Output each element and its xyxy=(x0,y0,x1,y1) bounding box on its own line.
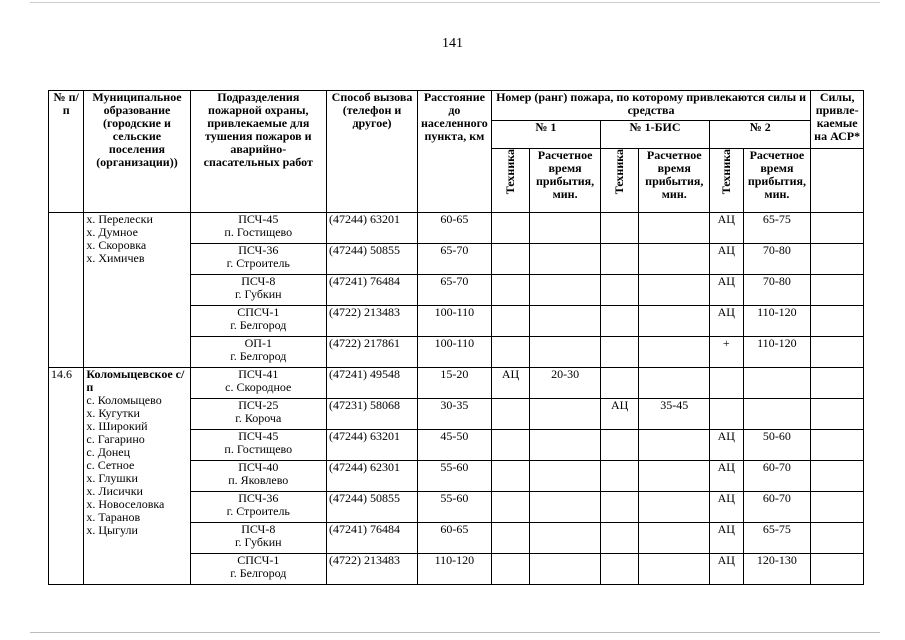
unit-name: ПСЧ-36 xyxy=(238,243,279,257)
municipality-cell xyxy=(84,368,190,585)
unit-name: ПСЧ-8 xyxy=(241,522,276,536)
settlement-name: х. Лисички xyxy=(86,484,143,498)
row-number xyxy=(49,213,84,368)
eta-rank2-cell: 60-70 xyxy=(743,461,811,492)
tech-rank1bis-cell xyxy=(600,523,638,554)
phone-cell: (47241) 49548 xyxy=(327,368,418,399)
distance-cell: 65-70 xyxy=(418,244,492,275)
eta-rank2-cell: 70-80 xyxy=(743,244,811,275)
unit-cell xyxy=(190,306,326,337)
phone-cell: (47244) 50855 xyxy=(327,492,418,523)
distance-cell: 15-20 xyxy=(418,368,492,399)
unit-name: ПСЧ-45 xyxy=(238,212,279,226)
asr-cell xyxy=(811,368,864,399)
unit-cell xyxy=(190,275,326,306)
header-rank-2: № 2 xyxy=(710,121,811,149)
unit-cell xyxy=(190,244,326,275)
eta-rank1-cell xyxy=(530,306,601,337)
eta-rank1bis-cell xyxy=(639,430,710,461)
unit-cell xyxy=(190,492,326,523)
tech-rank2-cell: АЦ xyxy=(710,306,743,337)
unit-cell xyxy=(190,430,326,461)
eta-rank2-cell: 50-60 xyxy=(743,430,811,461)
unit-cell xyxy=(190,213,326,244)
settlement-name: с. Сетное xyxy=(86,458,135,472)
unit-name: ПСЧ-45 xyxy=(238,429,279,443)
phone-cell: (47244) 62301 xyxy=(327,461,418,492)
header-tech-2: Техника xyxy=(710,149,743,213)
eta-rank2-cell: 60-70 xyxy=(743,492,811,523)
distance-cell: 100-110 xyxy=(418,306,492,337)
tech-rank1-cell xyxy=(491,213,529,244)
eta-rank1bis-cell xyxy=(639,368,710,399)
unit-location: п. Гостищево xyxy=(224,225,293,239)
tech-rank2-cell: АЦ xyxy=(710,492,743,523)
unit-name: ПСЧ-36 xyxy=(238,491,279,505)
table-row xyxy=(49,213,864,244)
unit-location: п. Яковлево xyxy=(228,473,289,487)
tech-rank1bis-cell xyxy=(600,213,638,244)
unit-cell xyxy=(190,461,326,492)
eta-rank1bis-cell xyxy=(639,554,710,585)
header-asr: Силы, привле-каемые на АСР* xyxy=(811,91,864,149)
eta-rank1-cell xyxy=(530,554,601,585)
eta-rank1-cell xyxy=(530,275,601,306)
unit-location: с. Скородное xyxy=(225,380,292,394)
tech-rank1-cell xyxy=(491,461,529,492)
asr-cell xyxy=(811,213,864,244)
header-eta-1: Расчетное время прибытия, мин. xyxy=(530,149,601,213)
header-tech-1bis: Техника xyxy=(600,149,638,213)
unit-name: ПСЧ-41 xyxy=(238,367,279,381)
distance-cell: 45-50 xyxy=(418,430,492,461)
asr-cell xyxy=(811,461,864,492)
unit-location: г. Губкин xyxy=(234,535,282,549)
asr-cell xyxy=(811,430,864,461)
eta-rank1-cell xyxy=(530,461,601,492)
unit-name: ПСЧ-25 xyxy=(238,398,279,412)
tech-rank1-cell xyxy=(491,430,529,461)
phone-cell: (4722) 213483 xyxy=(327,554,418,585)
tech-rank1-cell xyxy=(491,523,529,554)
unit-location: г. Белгород xyxy=(230,318,287,332)
eta-rank1bis-cell xyxy=(639,213,710,244)
asr-cell xyxy=(811,306,864,337)
eta-rank1-cell xyxy=(530,430,601,461)
municipality-cell xyxy=(84,213,190,368)
settlement-name: х. Химичев xyxy=(86,251,145,265)
municipality-title: Коломыцевское с/п xyxy=(86,367,185,394)
eta-rank2-cell: 110-120 xyxy=(743,306,811,337)
eta-rank1bis-cell: 35-45 xyxy=(639,399,710,430)
settlement-name: х. Широкий xyxy=(86,419,148,433)
tech-rank1bis-cell xyxy=(600,306,638,337)
eta-rank1-cell xyxy=(530,399,601,430)
table-row xyxy=(49,368,864,399)
tech-rank2-cell: АЦ xyxy=(710,244,743,275)
unit-name: СПСЧ-1 xyxy=(237,305,280,319)
asr-cell xyxy=(811,492,864,523)
settlement-name: х. Глушки xyxy=(86,471,138,485)
unit-location: г. Строитель xyxy=(226,256,290,270)
tech-rank2-cell xyxy=(710,368,743,399)
eta-rank1bis-cell xyxy=(639,244,710,275)
distance-cell: 100-110 xyxy=(418,337,492,368)
tech-rank1bis-cell xyxy=(600,368,638,399)
header-municipality: Муниципальное образование (городские и сельские поселения (организации)) xyxy=(84,91,190,213)
tech-rank1-cell xyxy=(491,337,529,368)
eta-rank2-cell xyxy=(743,399,811,430)
bottom-edge-line xyxy=(30,632,880,633)
tech-rank2-cell: АЦ xyxy=(710,430,743,461)
settlement-name: х. Думное xyxy=(86,225,138,239)
distance-cell: 55-60 xyxy=(418,461,492,492)
tech-rank2-cell: АЦ xyxy=(710,461,743,492)
asr-cell xyxy=(811,554,864,585)
header-rank-1bis: № 1-БИС xyxy=(600,121,709,149)
settlement-name: х. Скоровка xyxy=(86,238,147,252)
header-fire-rank: Номер (ранг) пожара, по которому привлекаются силы и средства xyxy=(491,91,811,121)
eta-rank1bis-cell xyxy=(639,492,710,523)
eta-rank2-cell xyxy=(743,368,811,399)
phone-cell: (47231) 58068 xyxy=(327,399,418,430)
unit-cell xyxy=(190,399,326,430)
tech-rank1-cell xyxy=(491,554,529,585)
row-number: 14.6 xyxy=(49,368,84,585)
eta-rank2-cell: 110-120 xyxy=(743,337,811,368)
eta-rank1-cell xyxy=(530,244,601,275)
asr-cell xyxy=(811,523,864,554)
tech-rank1bis-cell xyxy=(600,492,638,523)
eta-rank2-cell: 70-80 xyxy=(743,275,811,306)
tech-rank2-cell: АЦ xyxy=(710,275,743,306)
eta-rank1-cell xyxy=(530,523,601,554)
header-tech-1: Техника xyxy=(491,149,529,213)
phone-cell: (47244) 63201 xyxy=(327,213,418,244)
eta-rank1-cell xyxy=(530,213,601,244)
distance-cell: 30-35 xyxy=(418,399,492,430)
tech-rank1bis-cell: АЦ xyxy=(600,399,638,430)
unit-name: ПСЧ-40 xyxy=(238,460,279,474)
eta-rank2-cell: 65-75 xyxy=(743,523,811,554)
asr-cell xyxy=(811,337,864,368)
unit-name: ПСЧ-8 xyxy=(241,274,276,288)
settlement-name: х. Цыгули xyxy=(86,523,138,537)
unit-location: г. Короча xyxy=(235,411,282,425)
settlement-name: х. Новоселовка xyxy=(86,497,165,511)
tech-rank2-cell: АЦ xyxy=(710,523,743,554)
tech-rank1-cell xyxy=(491,399,529,430)
settlement-name: с. Коломыцево xyxy=(86,393,162,407)
unit-location: п. Гостищево xyxy=(224,442,293,456)
settlement-name: с. Донец xyxy=(86,445,131,459)
header-rank-1: № 1 xyxy=(491,121,600,149)
header-asr-empty xyxy=(811,149,864,213)
asr-cell xyxy=(811,275,864,306)
tech-rank1bis-cell xyxy=(600,554,638,585)
unit-cell xyxy=(190,368,326,399)
eta-rank1-cell xyxy=(530,337,601,368)
phone-cell: (47241) 76484 xyxy=(327,523,418,554)
asr-cell xyxy=(811,399,864,430)
top-edge-line xyxy=(30,2,880,3)
eta-rank1bis-cell xyxy=(639,461,710,492)
header-call-method: Способ вызова (телефон и другое) xyxy=(327,91,418,213)
eta-rank2-cell: 65-75 xyxy=(743,213,811,244)
tech-rank1-cell xyxy=(491,275,529,306)
eta-rank2-cell: 120-130 xyxy=(743,554,811,585)
tech-rank1-cell xyxy=(491,306,529,337)
header-num: № п/п xyxy=(49,91,84,213)
tech-rank2-cell xyxy=(710,399,743,430)
eta-rank1bis-cell xyxy=(639,275,710,306)
eta-rank1-cell xyxy=(530,492,601,523)
settlement-name: х. Перелески xyxy=(86,212,153,226)
tech-rank1bis-cell xyxy=(600,461,638,492)
phone-cell: (4722) 213483 xyxy=(327,306,418,337)
unit-cell xyxy=(190,554,326,585)
fire-forces-table xyxy=(48,90,864,585)
tech-rank1-cell xyxy=(491,492,529,523)
settlement-name: х. Таранов xyxy=(86,510,141,524)
tech-rank1-cell xyxy=(491,244,529,275)
unit-name: СПСЧ-1 xyxy=(237,553,280,567)
phone-cell: (4722) 217861 xyxy=(327,337,418,368)
tech-rank1-cell: АЦ xyxy=(491,368,529,399)
tech-rank1bis-cell xyxy=(600,430,638,461)
distance-cell: 65-70 xyxy=(418,275,492,306)
distance-cell: 55-60 xyxy=(418,492,492,523)
asr-cell xyxy=(811,244,864,275)
unit-location: г. Белгород xyxy=(230,349,287,363)
tech-rank1bis-cell xyxy=(600,275,638,306)
phone-cell: (47244) 63201 xyxy=(327,430,418,461)
header-eta-2: Расчетное время прибытия, мин. xyxy=(743,149,811,213)
unit-cell xyxy=(190,337,326,368)
tech-rank2-cell: АЦ xyxy=(710,554,743,585)
tech-rank1bis-cell xyxy=(600,244,638,275)
page-number: 141 xyxy=(442,36,463,51)
unit-name: ОП-1 xyxy=(244,336,272,350)
unit-location: г. Строитель xyxy=(226,504,290,518)
unit-cell xyxy=(190,523,326,554)
header-eta-1bis: Расчетное время прибытия, мин. xyxy=(639,149,710,213)
eta-rank1bis-cell xyxy=(639,306,710,337)
settlement-name: х. Кугутки xyxy=(86,406,140,420)
header-distance: Расстояние до населенного пункта, км xyxy=(418,91,492,213)
distance-cell: 110-120 xyxy=(418,554,492,585)
phone-cell: (47241) 76484 xyxy=(327,275,418,306)
distance-cell: 60-65 xyxy=(418,523,492,554)
phone-cell: (47244) 50855 xyxy=(327,244,418,275)
header-units: Подразделения пожарной охраны, привлекаемые для тушения пожаров и аварийно-спасательных работ xyxy=(190,91,326,213)
unit-location: г. Белгород xyxy=(230,566,287,580)
unit-location: г. Губкин xyxy=(234,287,282,301)
eta-rank1bis-cell xyxy=(639,523,710,554)
tech-rank1bis-cell xyxy=(600,337,638,368)
eta-rank1bis-cell xyxy=(639,337,710,368)
tech-rank2-cell: АЦ xyxy=(710,213,743,244)
settlement-name: с. Гагарино xyxy=(86,432,145,446)
eta-rank1-cell: 20-30 xyxy=(530,368,601,399)
tech-rank2-cell: + xyxy=(710,337,743,368)
distance-cell: 60-65 xyxy=(418,213,492,244)
